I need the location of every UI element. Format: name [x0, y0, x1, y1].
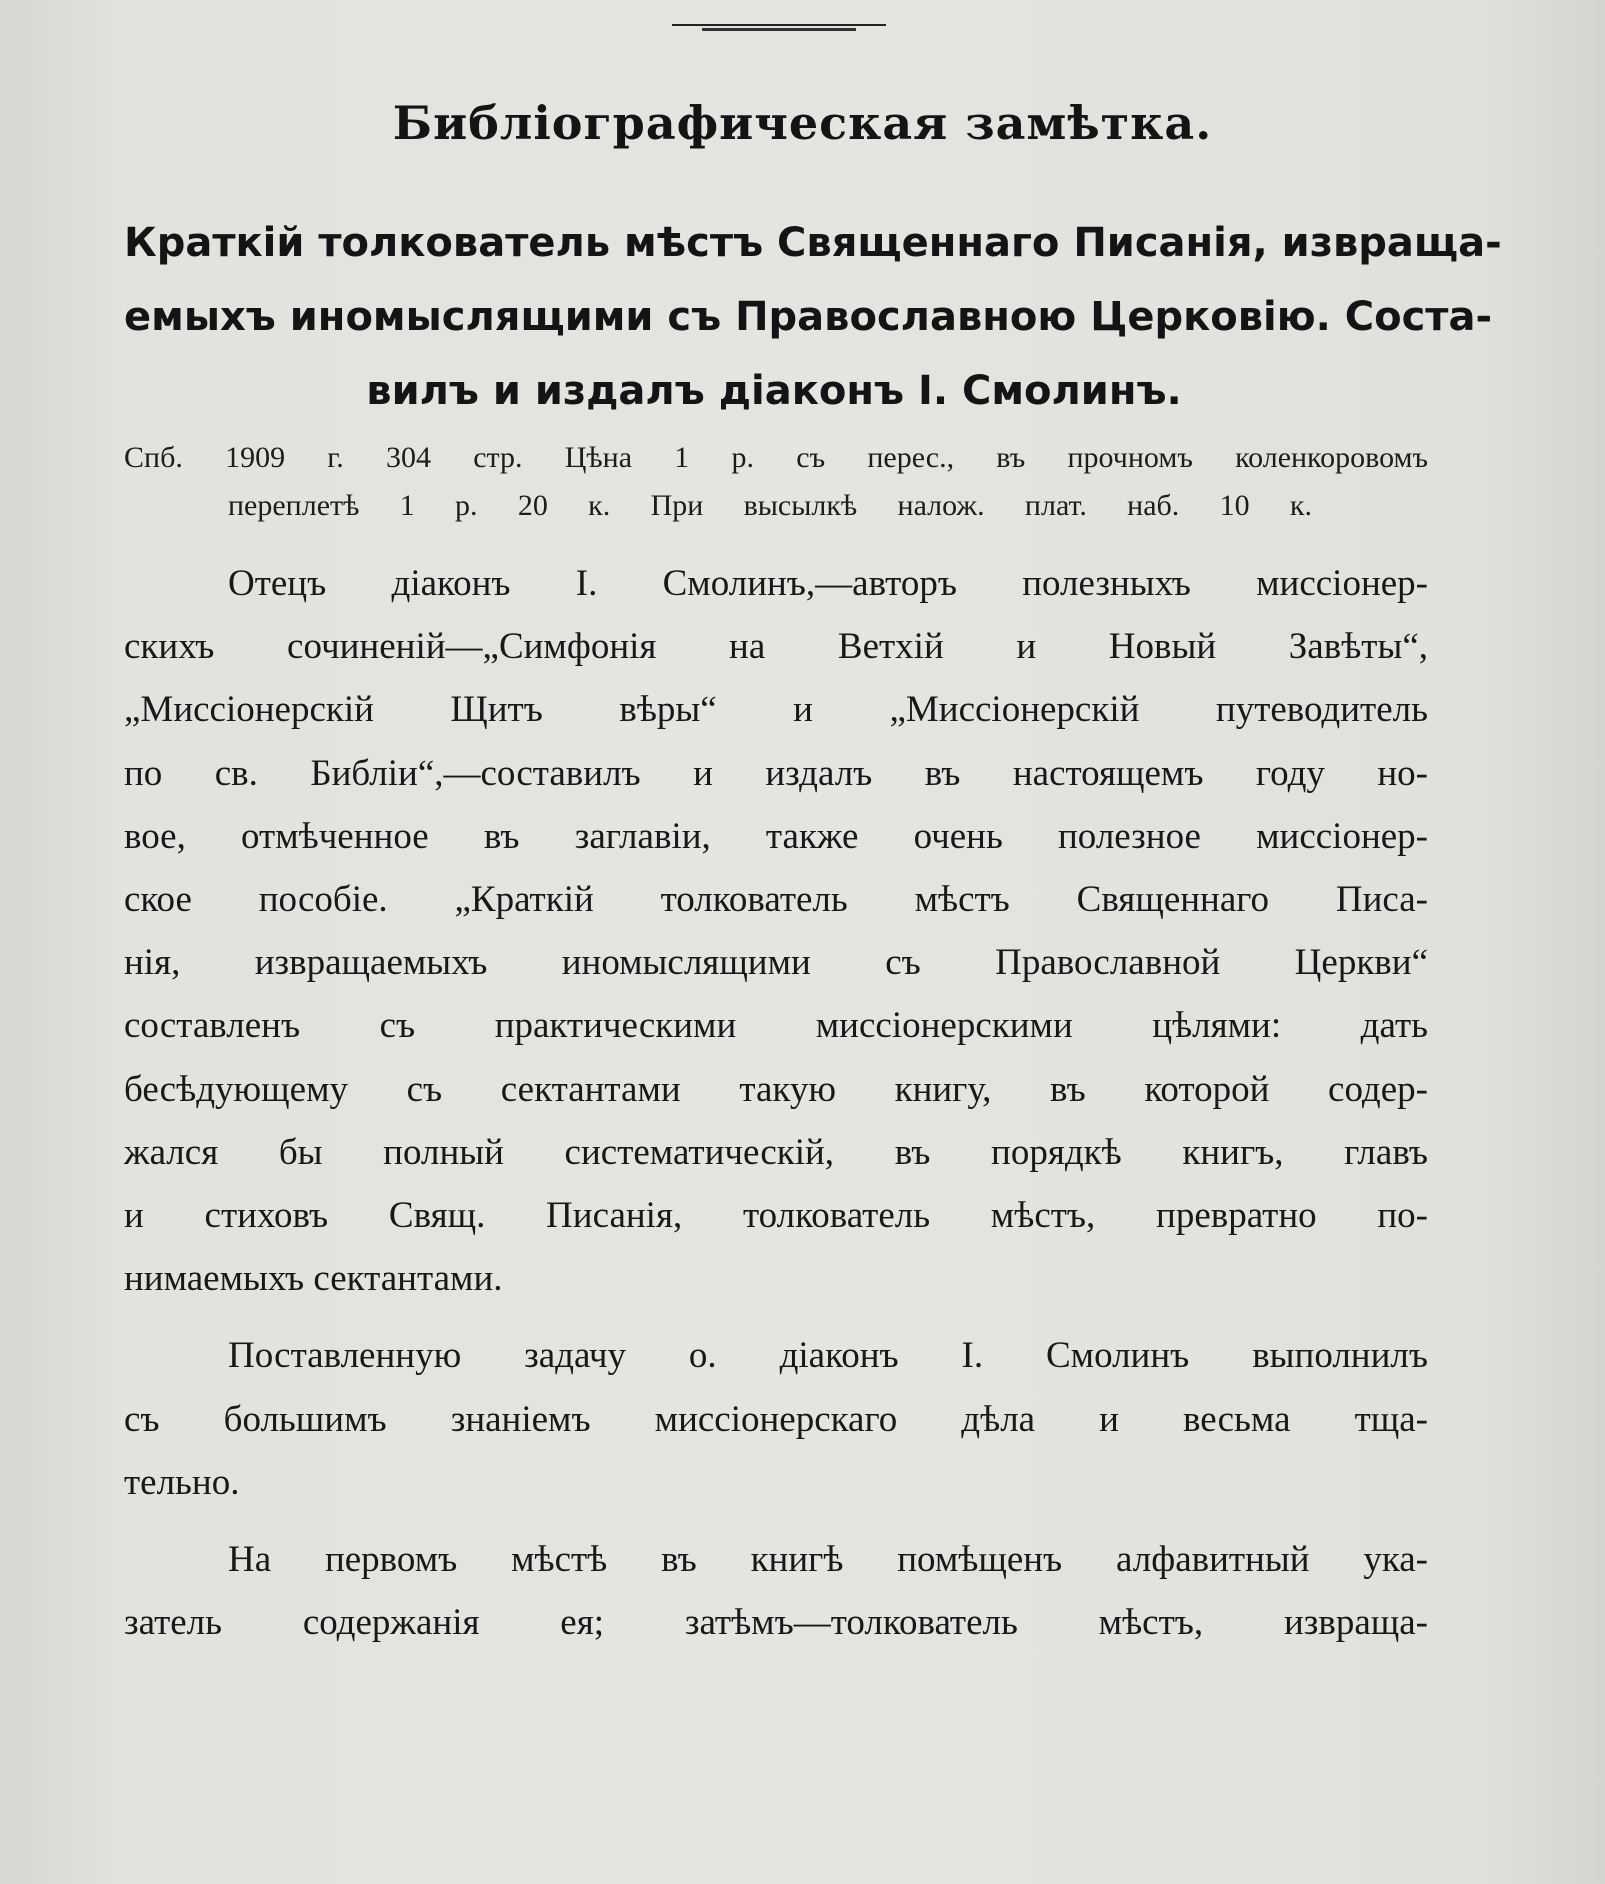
review-body	[124, 552, 1428, 1654]
paragraph-2	[124, 1324, 1428, 1514]
publication-info	[124, 434, 1428, 530]
text-line: тельно.	[124, 1461, 240, 1503]
book-title-line: вилъ и издалъ дiаконъ I. Смолинъ.	[366, 368, 1182, 414]
section-heading: Библiографическая замѣтка.	[392, 96, 1213, 150]
rule-line-thick	[702, 28, 856, 31]
rule-line-thin	[672, 24, 886, 26]
text-line: съ большимъ знанiемъ миссiонерскаго дѣла и весьма тща-	[124, 1398, 1428, 1440]
book-title-line: Краткiй толкователь мѣстъ Священнаго Писанiя, извраща-	[124, 220, 1502, 266]
text-line: Поставленную задачу о. дiаконъ I. Смолинъ выполнилъ	[228, 1335, 1428, 1377]
book-title	[124, 206, 1502, 428]
text-line: бесѣдующему съ сектантами такую книгу, въ которой содер-	[124, 1068, 1428, 1110]
text-line: нимаемыхъ сектантами.	[124, 1258, 503, 1300]
text-line: составленъ съ практическими миссiонерскими цѣлями: дать	[124, 1005, 1428, 1047]
top-decorative-rule	[672, 24, 886, 32]
text-line: скихъ сочиненiй—„Симфонiя на Ветхiй и Новый Завѣты“,	[124, 626, 1428, 668]
text-line: нiя, извращаемыхъ иномыслящими съ Православной Церкви“	[124, 942, 1428, 984]
text-line: по св. Библiи“,—составилъ и издалъ въ настоящемъ году но-	[124, 752, 1428, 794]
text-line: вое, отмѣченное въ заглавiи, также очень полезное миссiонер-	[124, 815, 1428, 857]
text-line: и стиховъ Свящ. Писанiя, толкователь мѣстъ, превратно по-	[124, 1195, 1428, 1237]
book-title-line: емыхъ иномыслящими съ Православною Церковiю. Соста-	[124, 294, 1493, 340]
publication-line: Спб. 1909 г. 304 стр. Цѣна 1 р. съ перес., въ прочномъ коленкоровомъ	[124, 441, 1428, 474]
text-line: жался бы полный систематическiй, въ порядкѣ книгъ, главъ	[124, 1131, 1428, 1173]
publication-line: переплетѣ 1 р. 20 к. При высылкѣ налож. плат. наб. 10 к.	[228, 489, 1312, 522]
text-line: Отецъ дiаконъ I. Смолинъ,—авторъ полезныхъ миссiонер-	[228, 563, 1428, 604]
paragraph-3	[124, 1528, 1428, 1654]
text-line: затель содержанiя ея; затѣмъ—толкователь мѣстъ, извраща-	[124, 1602, 1428, 1644]
paragraph-1	[124, 552, 1428, 1310]
text-line: ское пособiе. „Краткiй толкователь мѣстъ Священнаго Писа-	[124, 879, 1428, 921]
text-line: „Миссiонерскiй Щитъ вѣры“ и „Миссiонерскiй путеводитель	[124, 689, 1428, 731]
text-line: На первомъ мѣстѣ въ книгѣ помѣщенъ алфавитный ука-	[228, 1539, 1428, 1581]
